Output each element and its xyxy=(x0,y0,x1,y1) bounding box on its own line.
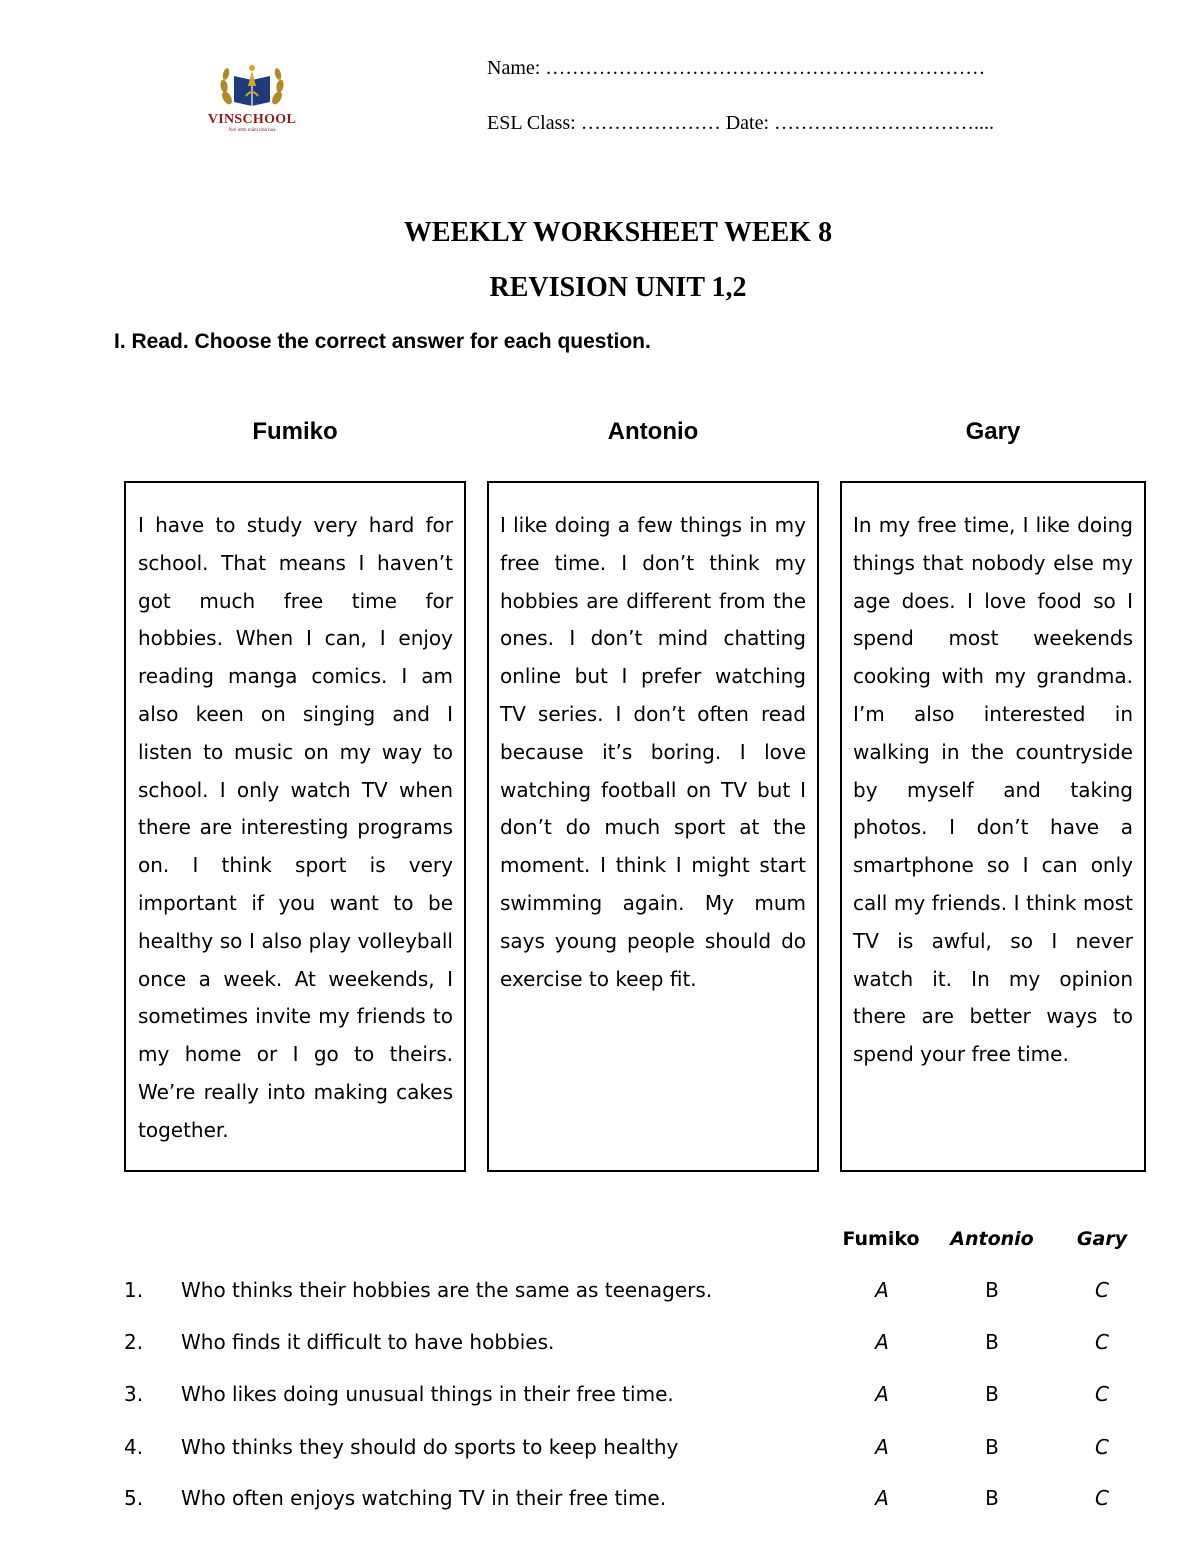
question-text: Who finds it difficult to have hobbies. xyxy=(181,1330,555,1354)
section-instruction: I. Read. Choose the correct answer for each question. xyxy=(114,330,651,353)
option-c[interactable]: C xyxy=(1095,1382,1109,1406)
option-b[interactable]: B xyxy=(985,1278,999,1302)
reading-box-antonio xyxy=(487,481,819,1172)
option-c[interactable]: C xyxy=(1095,1278,1109,1302)
option-a[interactable]: A xyxy=(875,1382,889,1406)
option-c[interactable]: C xyxy=(1095,1435,1109,1459)
question-text: Who likes doing unusual things in their free time. xyxy=(181,1382,674,1406)
question-text: Who often enjoys watching TV in their free time. xyxy=(181,1486,667,1510)
answer-column-fumiko: Fumiko xyxy=(842,1228,920,1250)
option-b[interactable]: B xyxy=(985,1330,999,1354)
option-c[interactable]: C xyxy=(1095,1330,1109,1354)
option-a[interactable]: A xyxy=(875,1486,889,1510)
reading-text-antonio: I like doing a few things in my free time. I don’t think my hobbies are different from the ones. I don’t mind chatting online but I prefer watching TV series. I don’t often read because it’s boring. I love watching football on TV but I don’t do much sport at the moment. I think I might start swimming again. My mum says young people should do exercise to keep fit. xyxy=(500,513,806,991)
question-number: 2. xyxy=(124,1330,144,1354)
worksheet-title: WEEKLY WORKSHEET WEEK 8 xyxy=(403,217,833,248)
question-number: 1. xyxy=(124,1278,144,1302)
option-a[interactable]: A xyxy=(875,1330,889,1354)
reading-text-gary: In my free time, I like doing things that nobody else my age does. I love food so I spend most weekends cooking with my grandma. I’m also interested in walking in the countryside by myself and taking photos. I don’t have a smartphone so I can only call my friends. I think most TV is awful, so I never watch it. In my opinion there are better ways to spend your free time. xyxy=(853,513,1133,1067)
reading-text-fumiko: I have to study very hard for school. That means I haven’t got much free time for hobbies. When I can, I enjoy reading manga comics. I am also keen on singing and I listen to music on my way to school. I only watch TV when there are interesting programs on. I think sport is very important if you want to be healthy so I also play volleyball once a week. At weekends, I sometimes invite my friends to my home or I go to theirs. We’re really into making cakes together. xyxy=(138,513,453,1142)
book-laurel-icon xyxy=(217,58,287,114)
person-name-antonio: Antonio xyxy=(607,418,699,445)
reading-box-gary xyxy=(840,481,1146,1172)
option-c[interactable]: C xyxy=(1095,1486,1109,1510)
option-a[interactable]: A xyxy=(875,1435,889,1459)
school-logo xyxy=(196,58,308,140)
worksheet-subtitle: REVISION UNIT 1,2 xyxy=(489,272,747,303)
person-name-gary: Gary xyxy=(965,418,1021,445)
name-field-line: Name: ………………………………………………………… xyxy=(487,57,986,79)
class-date-field-line: ESL Class: ………………… Date: ………………………….... xyxy=(487,112,995,134)
answer-column-antonio: Antonio xyxy=(950,1228,1034,1250)
question-number: 3. xyxy=(124,1382,144,1406)
option-b[interactable]: B xyxy=(985,1486,999,1510)
question-number: 4. xyxy=(124,1435,144,1459)
question-text: Who thinks their hobbies are the same as teenagers. xyxy=(181,1278,713,1302)
logo-wordmark: VINSCHOOL xyxy=(207,112,297,127)
question-number: 5. xyxy=(124,1486,144,1510)
logo-tagline: Nơi ươm mầm tinh hoa xyxy=(228,128,276,133)
answer-column-gary: Gary xyxy=(1076,1228,1128,1250)
option-a[interactable]: A xyxy=(875,1278,889,1302)
question-text: Who thinks they should do sports to keep healthy xyxy=(181,1435,679,1459)
person-name-fumiko: Fumiko xyxy=(252,418,338,445)
option-b[interactable]: B xyxy=(985,1435,999,1459)
reading-box-fumiko xyxy=(124,481,466,1172)
option-b[interactable]: B xyxy=(985,1382,999,1406)
